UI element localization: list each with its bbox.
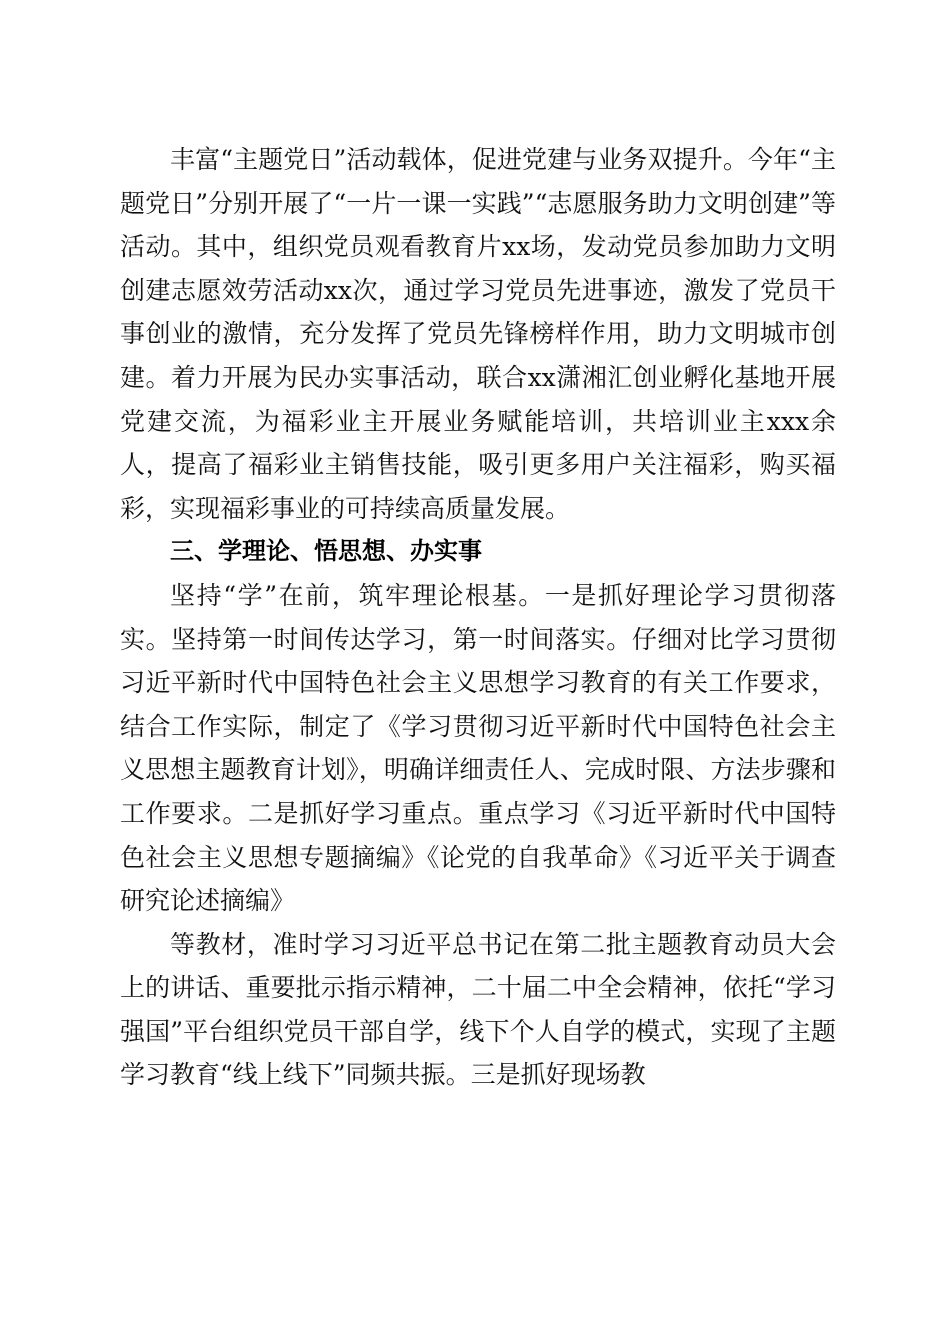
paragraph-theme-party-day: 丰富“主题党日”活动载体，促进党建与业务双提升。今年“主题党日”分别开展了“一片一课一实践”“志愿服务助力文明创建”等活动。其中，组织党员观看教育片xx场，发动党员参加助力文明创建志愿效劳活动xx次，通过学习党员先进事迹，激发了党员干事创业的激情，充分发挥了党员先锋榜样作用，助力文明城市创建。着力开展为民办实事活动，联合xx潇湘汇创业孵化基地开展党建交流，为福彩业主开展业务赋能培训，共培训业主xxx余人，提高了福彩业主销售技能，吸引更多用户关注福彩，购买福彩，实现福彩事业的可持续高质量发展。 [120,145,836,523]
paragraph-study-first: 坚持“学”在前，筑牢理论根基。一是抓好理论学习贯彻落实。坚持第一时间传达学习，第一时间落实。仔细对比学习贯彻习近平新时代中国特色社会主义思想学习教育的有关工作要求，结合工作实际，制定了《学习贯彻习近平新时代中国特色社会主义思想主题教育计划》，明确详细责任人、完成时限、方法步骤和工作要求。二是抓好学习重点。重点学习《习近平新时代中国特色社会主义思想专题摘编》《论党的自我革命》《习近平关于调查研究论述摘编》 [120,580,836,916]
section-heading-three: 三、学理论、悟思想、办实事 [170,537,482,566]
paragraph-study-materials: 等教材，准时学习习近平总书记在第二批主题教育动员大会上的讲话、重要批示指示精神，二十届二中全会精神，依托“学习强国”平台组织党员干部自学，线下个人自学的模式，实现了主题学习教育“线上线下”同频共振。三是抓好现场教 [120,929,836,1090]
document-body [120,138,836,1097]
